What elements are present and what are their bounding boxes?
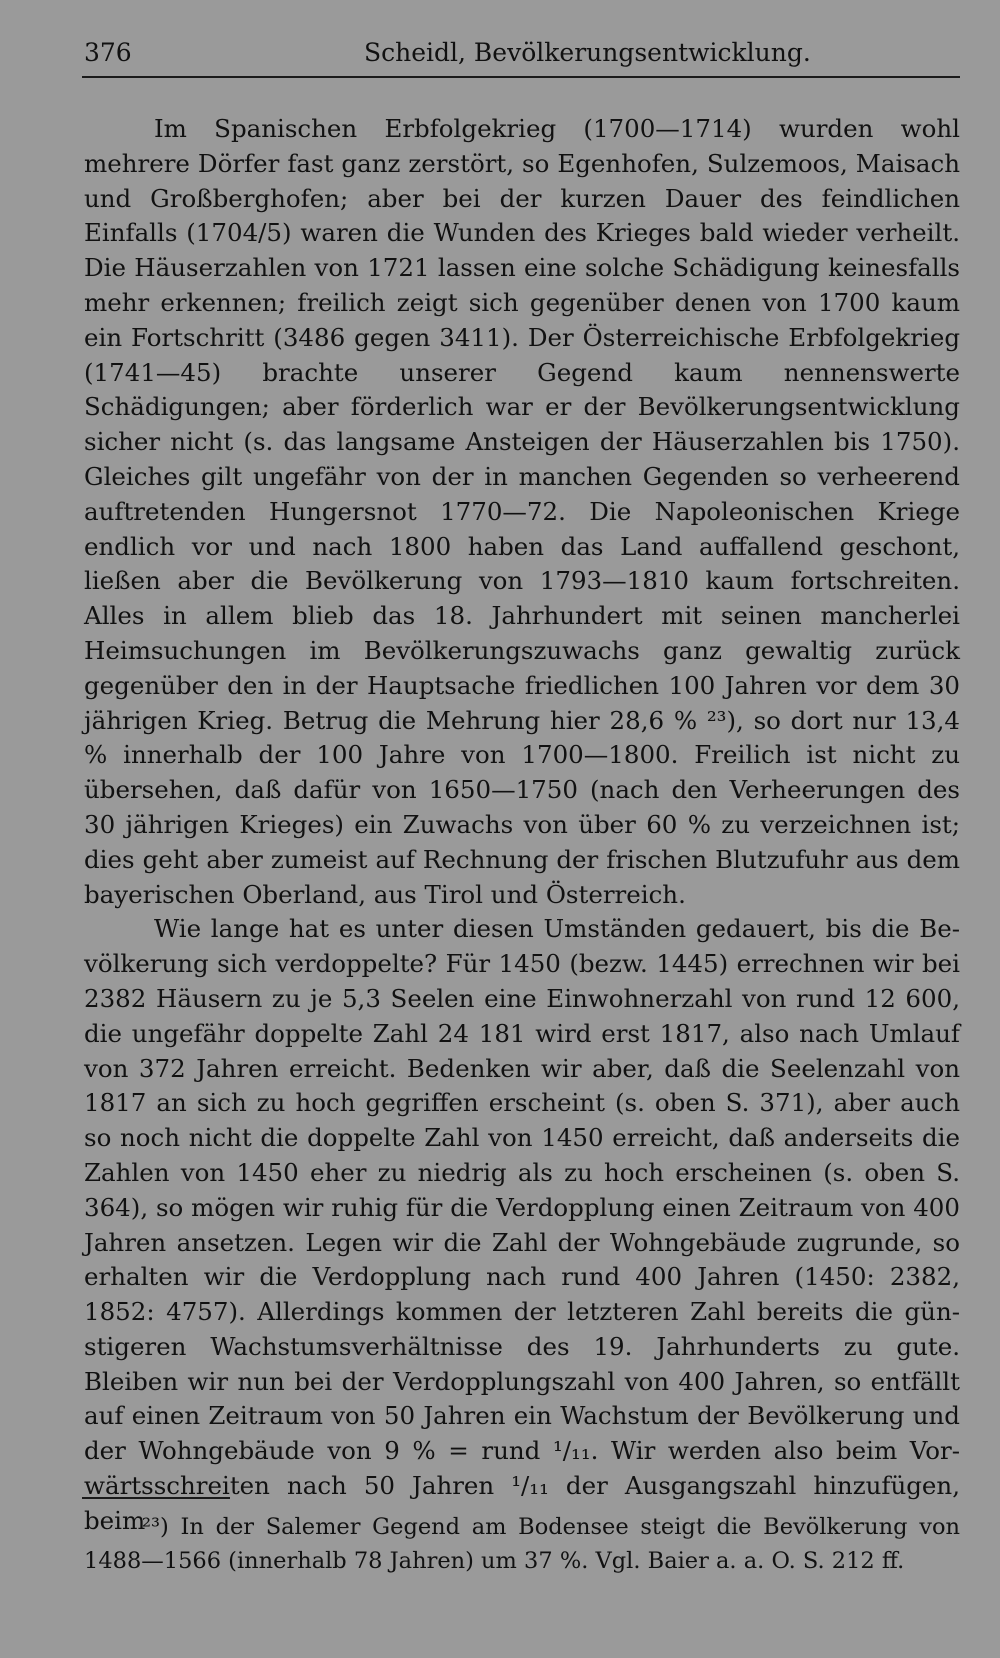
header-rule [82,76,960,78]
page-number: 376 [84,38,132,67]
footnote-text: ²³) In der Salemer Gegend am Bodensee steigt die Bevölkerung von 1488—1566 (innerhalb 78 Jahren) um 37 %. Vgl. Baier a. a. O. S. 212 ff. [84,1514,960,1574]
paragraph: Wie lange hat es unter diesen Umständen gedauert, bis die Bevölkerung sich verdoppelte? Für 1450 (bezw. 1445) errechnen wir bei 2382 Häusern zu je 5,3 Seelen eine Einwohnerzahl von rund 12 600, die ungefähr doppelte Zahl 24 181 wird erst 1817, also nach Umlauf von 372 Jahren erreicht. Bedenken wir aber, daß die Seelenzahl von 1817 an sich zu hoch gegriffen erscheint (s. oben S. 371), aber auch so noch nicht die doppelte Zahl von 1450 erreicht, daß anderseits die Zahlen von 1450 eher zu niedrig als zu hoch erscheinen (s. oben S. 364), so mögen wir ruhig für die Verdopplung einen Zeitraum von 400 Jahren ansetzen. Legen wir die Zahl der Wohngebäude zugrunde, so erhalten wir die Verdopplung nach rund 400 Jahren (1450: 2382, 1852: 4757). Allerdings kommen der letzteren Zahl bereits die günstigeren Wachstumsverhältnisse des 19. Jahrhunderts zu gute. Bleiben wir nun bei der Verdopplungszahl von 400 Jahren, so entfällt auf einen Zeitraum von 50 Jahren ein Wachstum der Bevölkerung und der Wohngebäude von 9 % = rund ¹/₁₁. Wir werden also beim Vorwärtsschreiten nach 50 Jahren ¹/₁₁ der Ausgangszahl hinzufügen, beim [84,914,960,1535]
footnote-rule [82,1497,230,1499]
body-text [84,112,960,1539]
running-head: Scheidl, Bevölkerungsentwicklung. [364,38,811,67]
page-header [84,38,960,67]
footnote [84,1510,960,1578]
paragraph: Im Spanischen Erbfolgekrieg (1700—1714) wurden wohl mehrere Dörfer fast ganz zerstört, so Egenhofen, Sulzemoos, Maisach und Großberghofen; aber bei der kurzen Dauer des feindlichen Einfalls (1704/5) waren die Wunden des Krieges bald wieder verheilt. Die Häuserzahlen von 1721 lassen eine solche Schädigung keinesfalls mehr erkennen; freilich zeigt sich gegenüber denen von 1700 kaum ein Fortschritt (3486 gegen 3411). Der Österreichische Erbfolgekrieg (1741—45) brachte unserer Gegend kaum nennenswerte Schädigungen; aber förderlich war er der Bevölkerungsentwicklung sicher nicht (s. das langsame Ansteigen der Häuserzahlen bis 1750). Gleiches gilt ungefähr von der in manchen Gegenden so verheerend auftretenden Hungersnot 1770—72. Die Napoleonischen Kriege endlich vor und nach 1800 haben das Land auffallend geschont, ließen aber die Bevölkerung von 1793—1810 kaum fortschreiten. Alles in allem blieb das 18. Jahrhundert mit seinen mancherlei Heimsuchungen im Bevölkerungszuwachs ganz gewaltig zurück gegenüber den in der Hauptsache friedlichen 100 Jahren vor dem 30 jährigen Krieg. Betrug die Mehrung hier 28,6 % ²³), so dort nur 13,4 % innerhalb der 100 Jahre von 1700—1800. Freilich ist nicht zu übersehen, daß dafür von 1650—1750 (nach den Verheerungen des 30 jährigen Krieges) ein Zuwachs von über 60 % zu verzeichnen ist; dies geht aber zumeist auf Rechnung der frischen Blutzufuhr aus dem bayerischen Oberland, aus Tirol und Österreich. [84,114,960,909]
